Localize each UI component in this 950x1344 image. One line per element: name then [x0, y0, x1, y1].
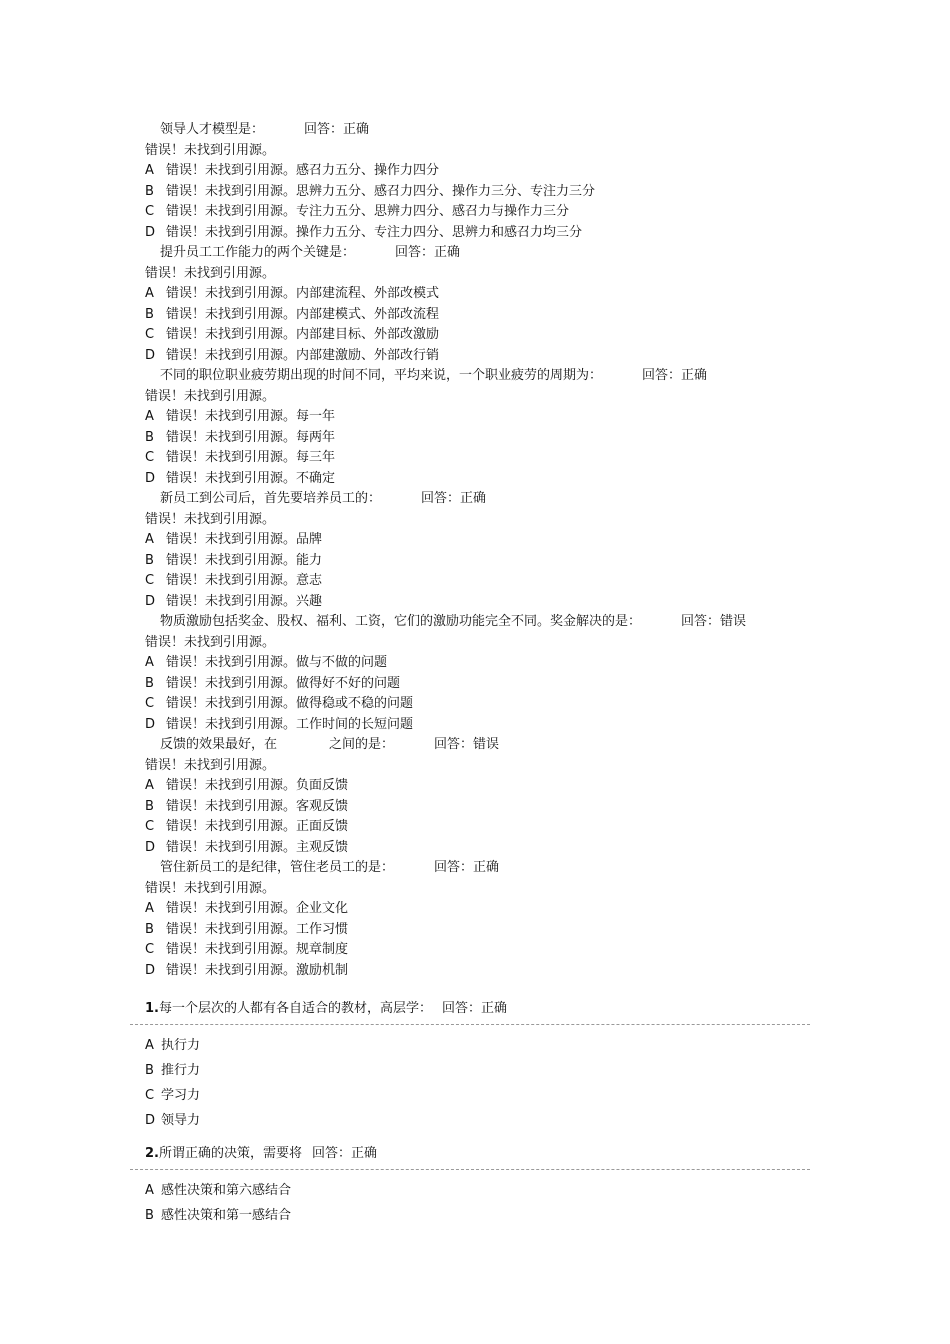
reference-error: 错误！未找到引用源。: [166, 204, 297, 219]
reference-error: 错误！未找到引用源。: [166, 347, 297, 363]
reference-error: 错误！未找到引用源。: [166, 942, 297, 957]
answer-status: 回答：正确: [421, 491, 487, 506]
option-c[interactable]: [145, 1083, 810, 1108]
option-letter: D: [145, 470, 156, 486]
option-letter: D: [145, 716, 156, 732]
reference-error: 错误！未找到引用源。: [166, 696, 297, 711]
option-letter: C: [145, 696, 155, 711]
option-b[interactable]: [145, 428, 810, 449]
reference-error: 错误！未找到引用源。: [166, 286, 297, 301]
option-b[interactable]: [145, 551, 810, 572]
option-a[interactable]: [145, 1178, 810, 1203]
option-letter: C: [145, 450, 155, 465]
question-line: [145, 735, 810, 756]
reference-error: 错误！未找到引用源。: [166, 552, 297, 568]
option-a[interactable]: [145, 1033, 810, 1058]
option-b[interactable]: [145, 182, 810, 203]
option-text: 主观反馈: [296, 839, 349, 855]
question-line: [145, 998, 810, 1020]
option-letter: D: [145, 224, 156, 240]
option-letter: D: [145, 1113, 156, 1128]
option-letter: B: [145, 675, 154, 691]
option-letter: A: [145, 901, 154, 916]
option-text: 执行力: [161, 1038, 201, 1053]
question-text: 物质激励包括奖金、股权、福利、工资，它们的激励功能完全不同。奖金解决的是：: [160, 614, 642, 629]
option-text: 学习力: [161, 1088, 201, 1103]
reference-error: 错误！未找到引用源。: [166, 429, 297, 445]
option-text: 内部建目标、外部改激励: [296, 327, 440, 342]
option-text: 做得稳或不稳的问题: [296, 696, 414, 711]
question-block: [145, 243, 810, 366]
option-letter: D: [145, 962, 156, 978]
option-letter: C: [145, 204, 155, 219]
option-letter: D: [145, 347, 156, 363]
option-text: 品牌: [296, 532, 323, 547]
option-letter: A: [145, 532, 154, 547]
option-b[interactable]: [145, 1203, 810, 1228]
option-letter: D: [145, 593, 156, 609]
question-block: [145, 489, 810, 612]
question-text: 新员工到公司后，首先要培养员工的：: [160, 491, 382, 506]
reference-error: 错误！未找到引用源。: [166, 716, 297, 732]
question-text: 每一个层次的人都有各自适合的教材，高层学：: [158, 1001, 432, 1016]
option-a[interactable]: [145, 776, 810, 797]
question-line: [145, 489, 810, 510]
option-letter: B: [145, 429, 154, 445]
option-d[interactable]: [145, 961, 810, 982]
question-text: 提升员工工作能力的两个关键是：: [160, 245, 356, 260]
answer-status: 回答：正确: [442, 1001, 508, 1016]
reference-error: 错误！未找到引用源。: [145, 142, 276, 158]
reference-error: 错误！未找到引用源。: [145, 757, 276, 773]
question-block: [145, 366, 810, 489]
answer-status: 回答：错误: [681, 614, 747, 629]
question-block: [145, 612, 810, 735]
option-text: 内部建流程、外部改模式: [296, 286, 440, 301]
option-c[interactable]: [145, 694, 810, 715]
option-text: 每一年: [296, 409, 336, 424]
option-text: 不确定: [296, 470, 336, 486]
answer-status: 回答：正确: [312, 1146, 378, 1161]
option-d[interactable]: [145, 223, 810, 244]
option-text: 每两年: [296, 429, 336, 445]
question-block: [145, 858, 810, 981]
reference-error: 错误！未找到引用源。: [166, 901, 297, 916]
option-letter: C: [145, 1088, 155, 1103]
option-text: 正面反馈: [296, 819, 349, 834]
reference-error: 错误！未找到引用源。: [166, 778, 297, 793]
option-letter: B: [145, 1063, 154, 1078]
option-b[interactable]: [145, 674, 810, 695]
answer-status: 回答：正确: [642, 368, 708, 383]
option-c[interactable]: [145, 817, 810, 838]
question-text: 领导人才模型是：: [160, 122, 265, 137]
option-letter: C: [145, 573, 155, 588]
reference-error: 错误！未找到引用源。: [166, 183, 297, 199]
reference-error: 错误！未找到引用源。: [166, 655, 297, 670]
reference-error: 错误！未找到引用源。: [145, 265, 276, 281]
answer-status: 回答：正确: [304, 122, 370, 137]
question-line: [145, 612, 810, 633]
option-letter: B: [145, 183, 154, 199]
reference-error: 错误！未找到引用源。: [166, 163, 297, 178]
reference-error: 错误！未找到引用源。: [145, 511, 276, 527]
reference-error: 错误！未找到引用源。: [145, 388, 276, 404]
reference-error: 错误！未找到引用源。: [166, 532, 297, 547]
option-a[interactable]: [145, 653, 810, 674]
option-text: 做与不做的问题: [296, 655, 388, 670]
question-text: 不同的职位职业疲劳期出现的时间不同，平均来说，一个职业疲劳的周期为：: [160, 368, 603, 383]
option-d[interactable]: [145, 469, 810, 490]
reference-error: 错误！未找到引用源。: [166, 573, 297, 588]
option-text: 客观反馈: [296, 798, 349, 814]
option-letter: A: [145, 163, 154, 178]
option-b[interactable]: [145, 920, 810, 941]
option-letter: B: [145, 921, 154, 937]
option-text: 感召力五分、操作力四分: [296, 163, 440, 178]
option-text: 推行力: [161, 1063, 201, 1078]
question-line: [145, 1143, 810, 1165]
option-letter: A: [145, 1183, 154, 1198]
option-letter: A: [145, 286, 154, 301]
question-text: 所谓正确的决策，需要将: [158, 1146, 302, 1161]
question-block: [145, 735, 810, 858]
reference-error: 错误！未找到引用源。: [166, 798, 297, 814]
question-line: [145, 243, 810, 264]
option-letter: B: [145, 1208, 154, 1223]
reference-error: 错误！未找到引用源。: [166, 921, 297, 937]
option-text: 每三年: [296, 450, 336, 465]
reference-error: 错误！未找到引用源。: [166, 450, 297, 465]
question-line: [145, 120, 810, 141]
option-text: 意志: [296, 573, 323, 588]
option-letter: B: [145, 306, 154, 322]
option-text: 内部建模式、外部改流程: [296, 306, 440, 322]
question-text: 反馈的效果最好，在 之间的是：: [160, 737, 395, 752]
reference-error: 错误！未找到引用源。: [166, 327, 297, 342]
option-b[interactable]: [145, 305, 810, 326]
option-d[interactable]: [145, 592, 810, 613]
option-c[interactable]: [145, 940, 810, 961]
option-text: 专注力五分、思辨力四分、感召力与操作力三分: [296, 204, 570, 219]
option-text: 操作力五分、专注力四分、思辨力和感召力均三分: [296, 224, 583, 240]
option-b[interactable]: [145, 1058, 810, 1083]
option-d[interactable]: [145, 346, 810, 367]
option-d[interactable]: [145, 1108, 810, 1133]
option-b[interactable]: [145, 797, 810, 818]
option-letter: C: [145, 327, 155, 342]
option-text: 企业文化: [296, 901, 349, 916]
reference-error: 错误！未找到引用源。: [166, 839, 297, 855]
answer-status: 回答：正确: [395, 245, 461, 260]
option-d[interactable]: [145, 838, 810, 859]
option-text: 内部建激励、外部改行销: [296, 347, 440, 363]
reference-error: 错误！未找到引用源。: [166, 224, 297, 240]
option-letter: B: [145, 552, 154, 568]
question-line: [145, 858, 810, 879]
option-c[interactable]: [145, 571, 810, 592]
option-letter: A: [145, 778, 154, 793]
option-letter: C: [145, 942, 155, 957]
option-a[interactable]: [145, 530, 810, 551]
option-text: 做得好不好的问题: [296, 675, 401, 691]
option-c[interactable]: [145, 448, 810, 469]
question-block: [145, 120, 810, 243]
option-text: 能力: [296, 552, 323, 568]
option-letter: B: [145, 798, 154, 814]
option-letter: D: [145, 839, 156, 855]
option-letter: C: [145, 819, 155, 834]
question-number: 2.: [145, 1146, 159, 1161]
option-text: 感性决策和第六感结合: [161, 1183, 292, 1198]
question-line: [145, 366, 810, 387]
option-a[interactable]: [145, 899, 810, 920]
option-text: 工作习惯: [296, 921, 349, 937]
option-d[interactable]: [145, 715, 810, 736]
reference-error: 错误！未找到引用源。: [166, 306, 297, 322]
reference-error: 错误！未找到引用源。: [166, 675, 297, 691]
option-text: 激励机制: [296, 962, 349, 978]
question-list: [145, 120, 810, 981]
reference-error: 错误！未找到引用源。: [166, 962, 297, 978]
option-c[interactable]: [145, 325, 810, 346]
option-a[interactable]: [145, 161, 810, 182]
numbered-question-list: [145, 998, 810, 1238]
reference-error: 错误！未找到引用源。: [166, 409, 297, 424]
option-text: 负面反馈: [296, 778, 349, 793]
answer-status: 回答：正确: [434, 860, 500, 875]
option-c[interactable]: [145, 202, 810, 223]
option-text: 工作时间的长短问题: [296, 716, 414, 732]
numbered-question-block: [145, 998, 810, 1143]
option-letter: A: [145, 1038, 154, 1053]
option-text: 兴趣: [296, 593, 323, 609]
reference-error: 错误！未找到引用源。: [166, 470, 297, 486]
answer-status: 回答：错误: [434, 737, 500, 752]
option-letter: A: [145, 655, 154, 670]
reference-error: 错误！未找到引用源。: [145, 634, 276, 650]
option-text: 思辨力五分、感召力四分、操作力三分、专注力三分: [296, 183, 596, 199]
option-letter: A: [145, 409, 154, 424]
option-a[interactable]: [145, 407, 810, 428]
option-a[interactable]: [145, 284, 810, 305]
numbered-question-block: [145, 1143, 810, 1238]
option-text: 规章制度: [296, 942, 349, 957]
reference-error: 错误！未找到引用源。: [145, 880, 276, 896]
option-text: 感性决策和第一感结合: [161, 1208, 292, 1223]
option-text: 领导力: [161, 1113, 201, 1128]
question-text: 管住新员工的是纪律，管住老员工的是：: [160, 860, 395, 875]
question-number: 1.: [145, 1001, 159, 1016]
reference-error: 错误！未找到引用源。: [166, 593, 297, 609]
reference-error: 错误！未找到引用源。: [166, 819, 297, 834]
